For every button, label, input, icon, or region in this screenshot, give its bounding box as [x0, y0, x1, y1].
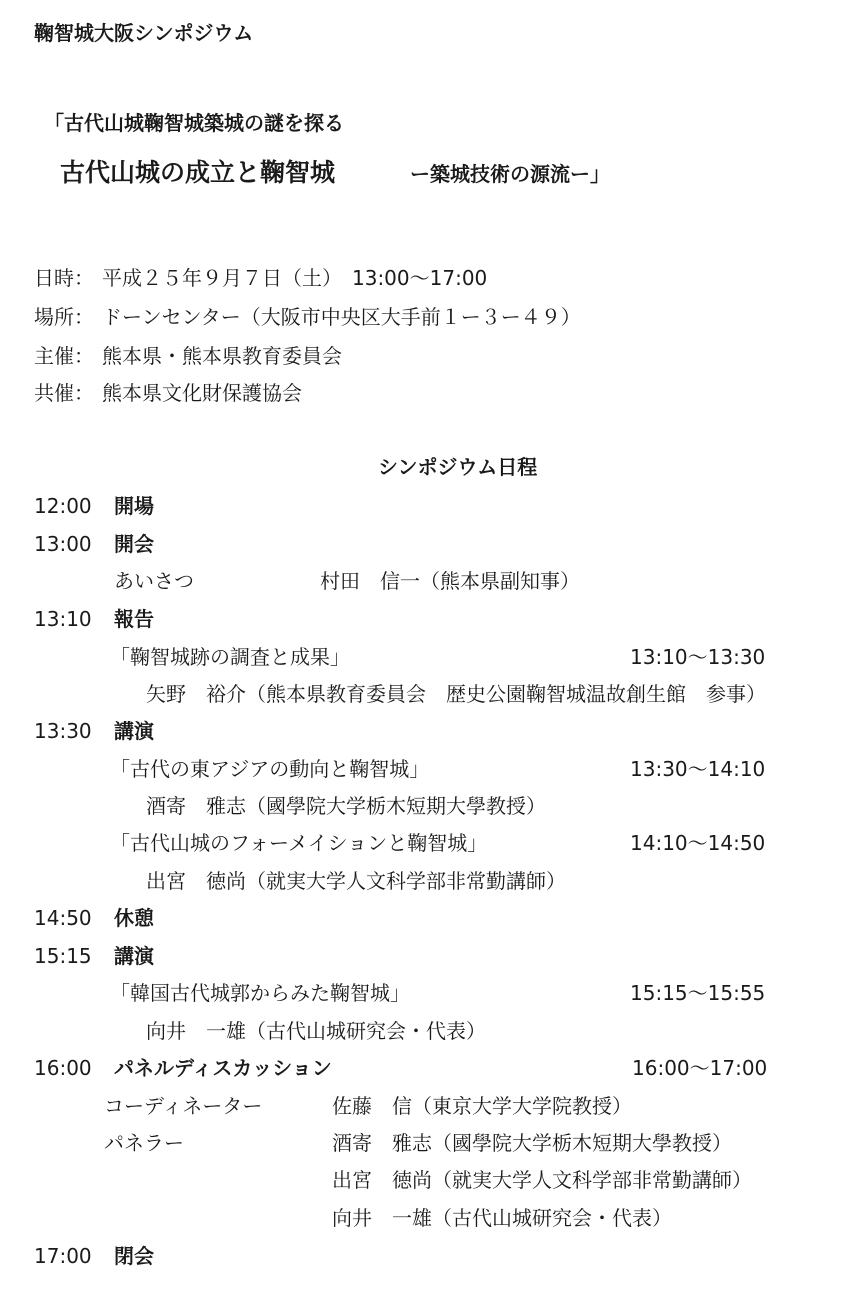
- schedule-heading: シンポジウム日程: [378, 455, 538, 479]
- schedule-item-label: 講演: [114, 719, 154, 743]
- coordinator-label: コーディネーター: [104, 1094, 263, 1118]
- schedule-item-label: 講演: [114, 944, 154, 968]
- schedule-item-label: 閉会: [114, 1244, 154, 1268]
- schedule-item-label: 休憩: [114, 906, 154, 930]
- lecture-speaker: 酒寄 雅志（國學院大学栃木短期大學教授）: [146, 794, 546, 818]
- report-speaker: 矢野 裕介（熊本県教育委員会 歴史公園鞠智城温故創生館 参事）: [146, 682, 766, 706]
- schedule-item-label: パネルディスカッション: [114, 1056, 332, 1080]
- lecture-title: 「古代山城のフォーメイションと鞠智城」: [110, 831, 488, 855]
- coordinator-name: 佐藤 信（東京大学大学院教授）: [332, 1094, 632, 1118]
- lecture-speaker: 向井 一雄（古代山城研究会・代表）: [146, 1019, 486, 1043]
- report-slot: 13:10〜13:30: [630, 645, 766, 669]
- schedule-time: 15:15: [34, 944, 92, 968]
- panelist-name: 出宮 徳尚（就実大学人文科学部非常勤講師）: [332, 1168, 752, 1192]
- date-value: 平成２５年９月７日（土） 13:00〜17:00: [102, 266, 488, 290]
- schedule-item-label: 開場: [114, 494, 154, 518]
- panelist-name: 向井 一雄（古代山城研究会・代表）: [332, 1206, 672, 1230]
- organizer-value: 熊本県・熊本県教育委員会: [102, 344, 342, 368]
- schedule-time: 16:00: [34, 1056, 92, 1080]
- greeting-person: 村田 信一（熊本県副知事）: [320, 569, 580, 593]
- date-label: 日時：: [34, 266, 94, 290]
- venue-value: ドーンセンター（大阪市中央区大手前１ー３ー４９）: [102, 305, 581, 329]
- sub-title: ー築城技術の源流ー」: [410, 162, 610, 186]
- report-title: 「鞠智城跡の調査と成果」: [110, 645, 350, 669]
- lecture-speaker: 出宮 徳尚（就実大学人文科学部非常勤講師）: [146, 869, 566, 893]
- schedule-time: 13:30: [34, 719, 92, 743]
- panelists-label: パネラー: [104, 1131, 184, 1155]
- panel-slot: 16:00〜17:00: [632, 1056, 768, 1080]
- main-title: 古代山城の成立と鞠智城: [60, 158, 336, 187]
- schedule-time: 12:00: [34, 494, 92, 518]
- schedule-time: 14:50: [34, 906, 92, 930]
- lecture-slot: 15:15〜15:55: [630, 981, 766, 1005]
- lecture-slot: 14:10〜14:50: [630, 831, 766, 855]
- organizer-label: 主催：: [34, 344, 94, 368]
- greeting-label: あいさつ: [114, 569, 194, 593]
- lecture-title: 「古代の東アジアの動向と鞠智城」: [110, 757, 430, 781]
- cosponsor-label: 共催：: [34, 381, 94, 405]
- schedule-item-label: 報告: [114, 607, 154, 631]
- theme-line: 「古代山城鞠智城築城の謎を探る: [44, 111, 344, 135]
- cosponsor-value: 熊本県文化財保護協会: [102, 381, 302, 405]
- symposium-title: 鞠智城大阪シンポジウム: [34, 21, 254, 45]
- schedule-time: 13:10: [34, 607, 92, 631]
- panelist-name: 酒寄 雅志（國學院大学栃木短期大學教授）: [332, 1131, 732, 1155]
- schedule-time: 17:00: [34, 1244, 92, 1268]
- lecture-slot: 13:30〜14:10: [630, 757, 766, 781]
- schedule-item-label: 開会: [114, 532, 154, 556]
- lecture-title: 「韓国古代城郭からみた鞠智城」: [110, 981, 410, 1005]
- venue-label: 場所：: [34, 305, 94, 329]
- schedule-time: 13:00: [34, 532, 92, 556]
